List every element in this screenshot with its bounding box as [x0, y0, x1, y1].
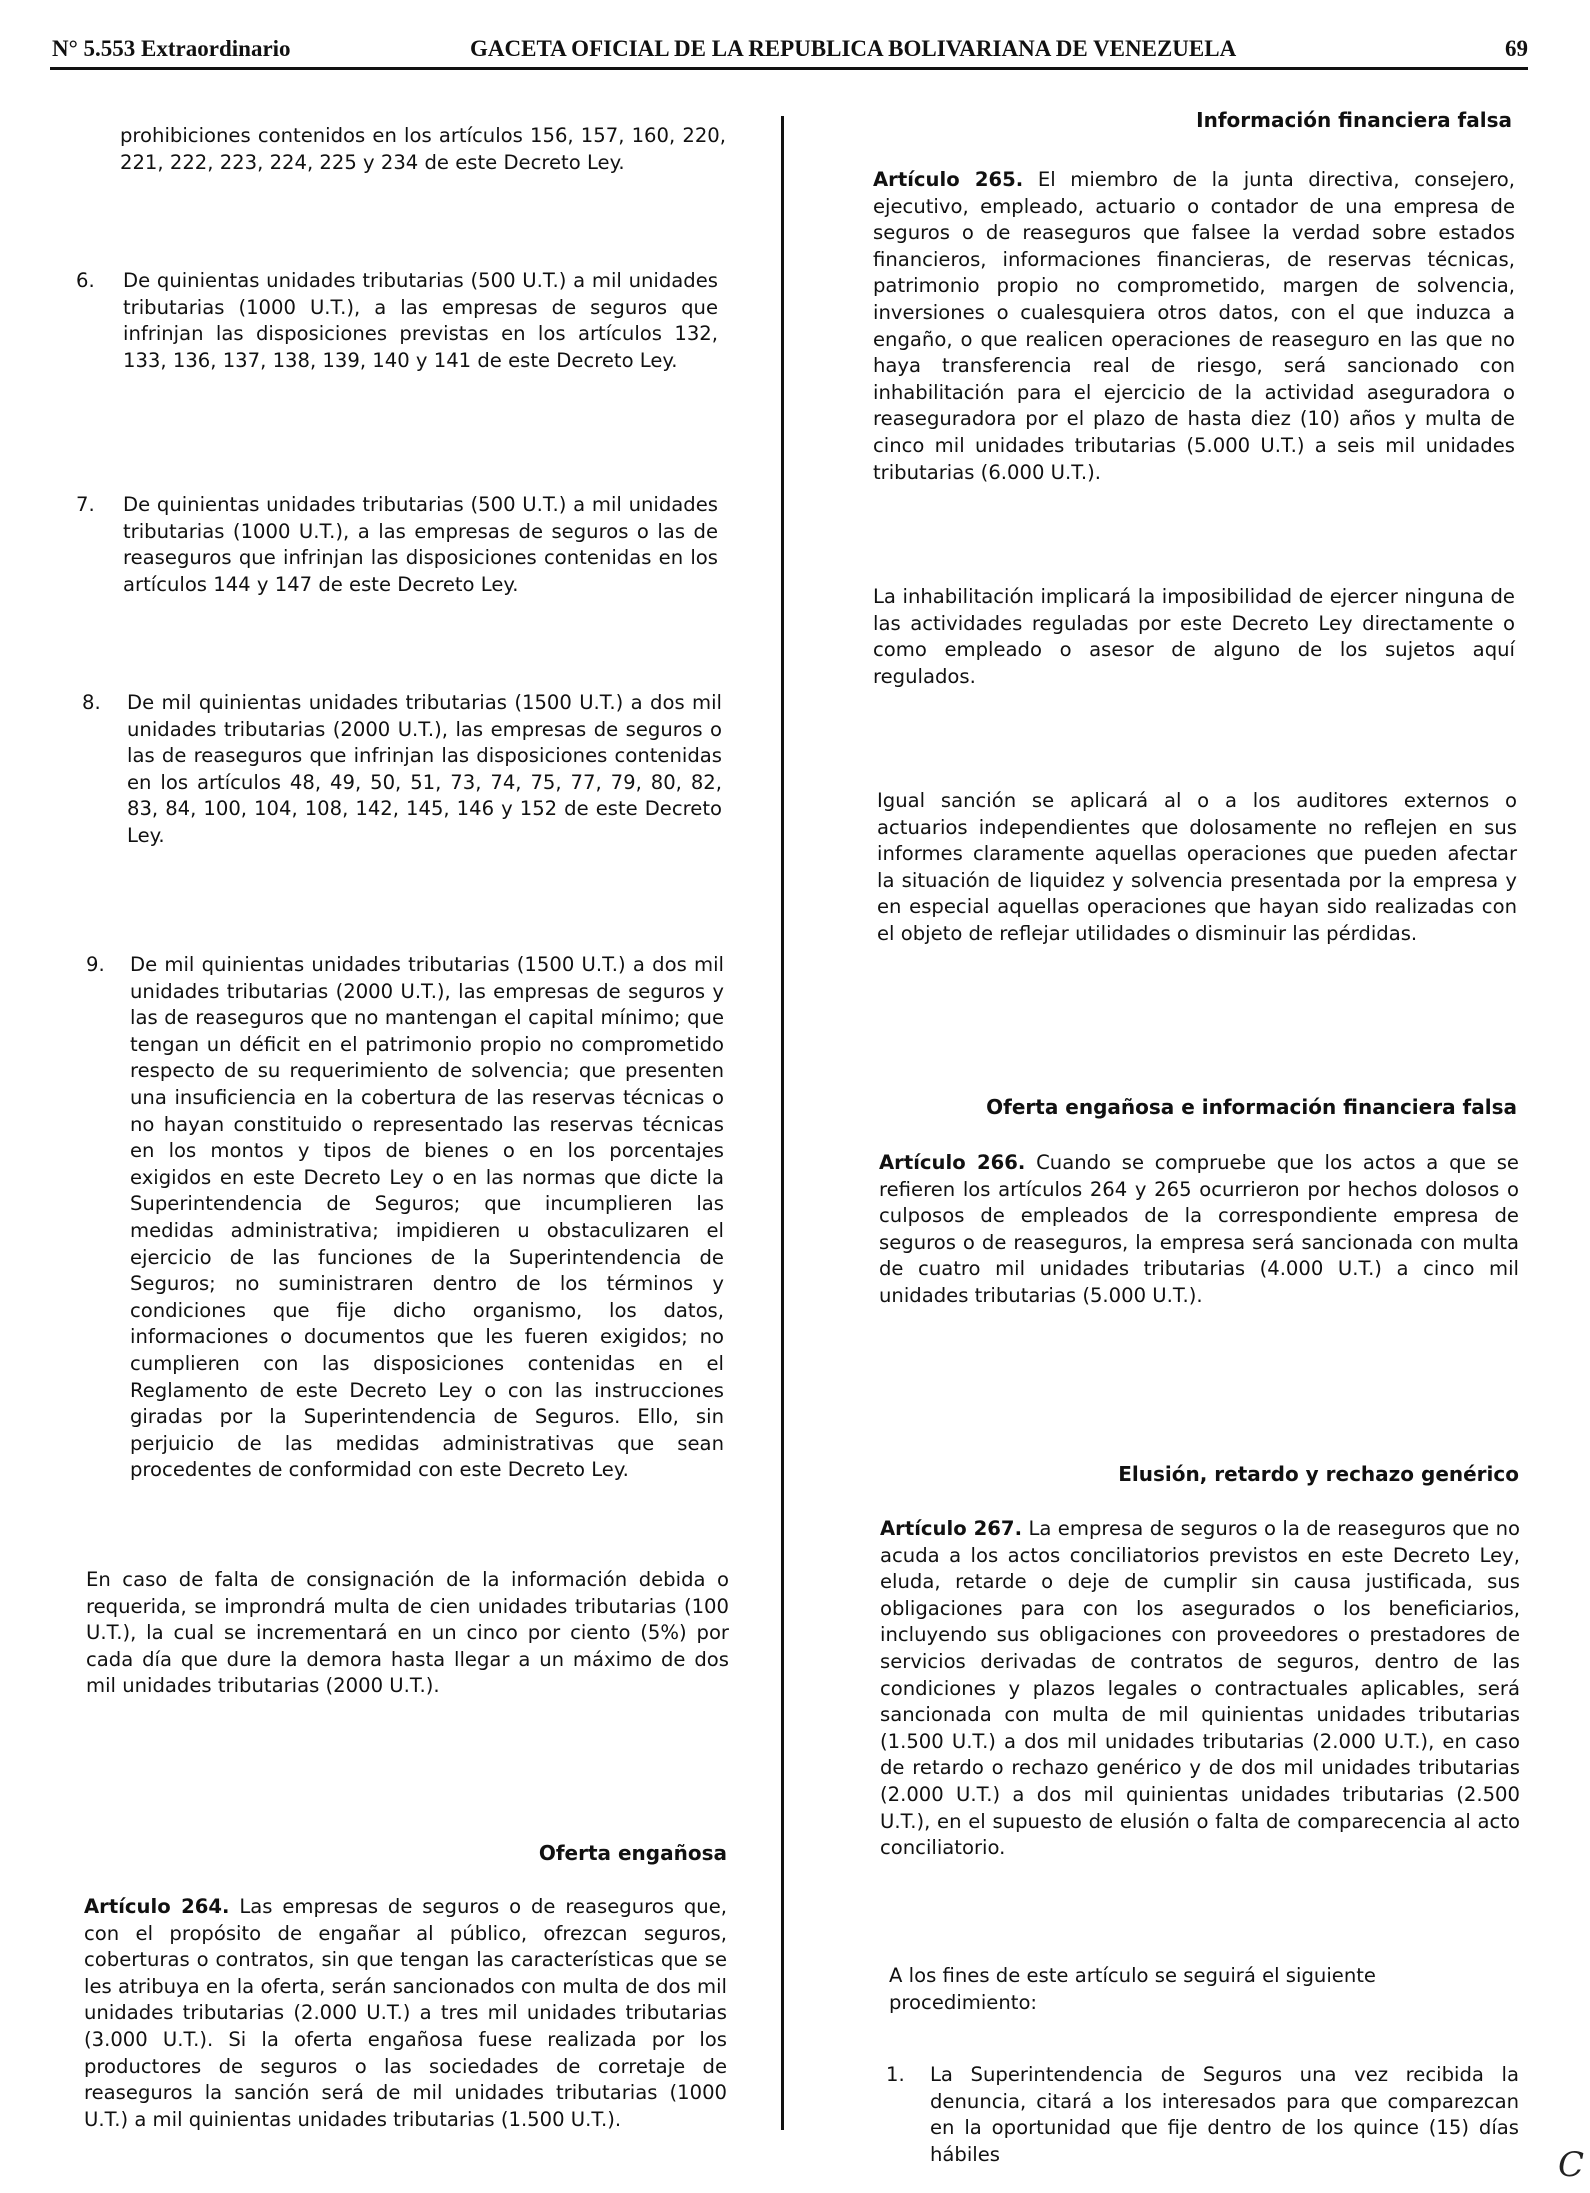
list-item-number: 1. — [886, 2063, 905, 2086]
article-265-label: Artículo 265. — [873, 168, 1024, 191]
gazette-title: GACETA OFICIAL DE LA REPUBLICA BOLIVARIANA DE VENEZUELA — [470, 36, 1237, 61]
page-header — [52, 34, 1528, 66]
article-265-text: El miembro de la junta directiva, consejero, ejecutivo, empleado, actuario o contador de una empresa de seguros o de reaseguros que falsee la verdad sobre estados financieros, informaciones financieras, de reservas técnicas, patrimonio propio no comprometido, margen de solvencia, inversiones o cualesquiera otros datos, con el que induzca a engaño, o que realicen operaciones de reaseguro en las que no haya transferencia real de riesgo, será sancionado con inhabilitación para el ejercicio de la actividad aseguradora o reaseguradora por el plazo de hasta diez (10) años y multa de cinco mil unidades tributarias (5.000 U.T.) a seis mil unidades tributarias (6.000 U.T.). — [873, 168, 1515, 484]
list-item-text: De mil quinientas unidades tributarias (1500 U.T.) a dos mil unidades tributarias (2000 U.T.), las empresas de seguros y las de reaseguros que no mantengan el capital mínimo; que tengan un déficit en el patrimonio propio no comprometido respecto de su requerimiento de solvencia; que presenten una insuficiencia en la cobertura de las reservas técnicas o no hayan constituido o representado las reservas técnicas en los montos y tipos de bienes o en los porcentajes exigidos en este Decreto Ley o en las normas que dicte la Superintendencia de Seguros; que incumplieren las medidas administrativa; impidieren u obstaculizaren el ejercicio de las funciones de la Superintendencia de Seguros; no suministraren dentro de los términos y condiciones que fije dicho organismo, los datos, informaciones o documentos que les fueren exigidos; no cumplieren con las disposiciones contenidas en el Reglamento de este Decreto Ley o con las instrucciones giradas por la Superintendencia de Seguros. Ello, sin perjuicio de las medidas administrativas que sean procedentes de conformidad con este Decreto Ley. — [130, 953, 724, 1482]
paragraph-inhabilitacion: La inhabilitación implicará la imposibilidad de ejercer ninguna de las actividades reguladas por este Decreto Ley directamente o como empleado o asesor de alguno de los sujetos aquí regulados. — [873, 585, 1515, 688]
article-266 — [879, 1150, 1519, 1310]
intro-paragraph: prohibiciones contenidos en los artículos 156, 157, 160, 220, 221, 222, 223, 224, 225 y 234 de este Decreto Ley. — [120, 124, 726, 174]
article-264 — [84, 1894, 727, 2133]
list-item-number: 6. — [76, 269, 95, 292]
article-264-label: Artículo 264. — [84, 1895, 230, 1918]
list-item-text: De quinientas unidades tributarias (500 U.T.) a mil unidades tributarias (1000 U.T.), a las empresas de seguros que infrinjan las disposiciones previstas en los artículos 132, 133, 136, 137, 138, 139, 140 y 141 de este Decreto Ley. — [123, 269, 718, 372]
section-heading: Oferta engañosa — [538, 1841, 727, 1865]
margin-mark: C — [1557, 2145, 1584, 2185]
article-267-label: Artículo 267. — [880, 1517, 1023, 1540]
paragraph-falta: En caso de falta de consignación de la información debida o requerida, se improndrá multa de cien unidades tributarias (100 U.T.), la cual se incrementará en un cinco por ciento (5%) por cada día que dure la demora hasta llegar a un máximo de dos mil unidades tributarias (2000 U.T.). — [86, 1568, 729, 1698]
article-266-label: Artículo 266. — [879, 1151, 1026, 1174]
article-266-text: Cuando se compruebe que los actos a que se refieren los artículos 264 y 265 ocurrieron por hechos dolosos o culposos de empleados de la correspondiente empresa de seguros o de reaseguros, la empresa será sancionada con multa de cuatro mil unidades tributarias (4.000 U.T.) a cinco mil unidades tributarias (5.000 U.T.). — [879, 1151, 1519, 1307]
list-item-text: De mil quinientas unidades tributarias (1500 U.T.) a dos mil unidades tributarias (2000 U.T.), las empresas de seguros o las de reaseguros que infrinjan las disposiciones contenidas en los artículos 48, 49, 50, 51, 73, 74, 75, 77, 79, 80, 82, 83, 84, 100, 104, 108, 142, 145, 146 y 152 de este Decreto Ley. — [127, 691, 722, 847]
article-267 — [880, 1516, 1520, 1862]
article-267-text: La empresa de seguros o la de reaseguros que no acuda a los actos conciliatorios previstos en este Decreto Ley, eluda, retarde o deje de cumplir sin causa justificada, sus obligaciones para con los asegurados o los beneficiarios, incluyendo sus obligaciones con proveedores o prestadores de servicios derivadas de contratos de seguros, dentro de las condiciones y plazos legales o contractuales aplicables, será sancionada con multa de mil quinientas unidades tributarias (1.500 U.T.) a dos mil unidades tributarias (2.000 U.T.), en caso de retardo o rechazo genérico y de dos mil unidades tributarias (2.000 U.T.) a dos mil quinientas unidades tributarias (2.500 U.T.), en el supuesto de elusión o falta de comparecencia al acto conciliatorio. — [880, 1517, 1520, 1860]
article-264-text: Las empresas de seguros o de reaseguros que, con el propósito de engañar al público, ofrezcan seguros, coberturas o contratos, sin que tengan las características que se les atribuya en la oferta, serán sancionados con multa de dos mil unidades tributarias (2.000 U.T.) a tres mil unidades tributarias (3.000 U.T.). Si la oferta engañosa fuese realizada por los productores de seguros o las sociedades de corretaje de reaseguros la sanción será de mil unidades tributarias (1000 U.T.) a mil quinientas unidades tributarias (1.500 U.T.). — [84, 1895, 727, 2131]
header-rule — [50, 67, 1528, 70]
paragraph-igual-sancion: Igual sanción se aplicará al o a los auditores externos o actuarios independientes que dolosamente no reflejen en sus informes claramente aquellas operaciones que pueden afectar la situación de liquidez y solvencia presentada por la empresa y en especial aquellas operaciones que hayan sido realizadas con el objeto de reflejar utilidades o disminuir las pérdidas. — [877, 789, 1517, 945]
section-heading: Oferta engañosa e información financiera falsa — [986, 1095, 1517, 1119]
paragraph-procedimiento: A los fines de este artículo se seguirá el siguiente procedimiento: — [889, 1964, 1376, 2014]
article-265 — [873, 167, 1515, 486]
list-item-number: 8. — [82, 691, 101, 714]
issue-number: N° 5.553 Extraordinario — [52, 36, 291, 61]
list-item-text: La Superintendencia de Seguros una vez recibida la denuncia, citará a los interesados para que comparezcan en la oportunidad que fije dentro de los quince (15) días hábiles — [930, 2063, 1519, 2166]
list-item-number: 7. — [76, 493, 95, 516]
page-number: 69 — [1505, 36, 1528, 61]
section-heading: Información financiera falsa — [1196, 108, 1512, 132]
column-divider — [781, 116, 784, 2130]
section-heading: Elusión, retardo y rechazo genérico — [1118, 1462, 1519, 1486]
list-item-number: 9. — [86, 953, 105, 976]
list-item-text: De quinientas unidades tributarias (500 U.T.) a mil unidades tributarias (1000 U.T.), a las empresas de seguros o las de reaseguros que infrinjan las disposiciones contenidas en los artículos 144 y 147 de este Decreto Ley. — [123, 493, 718, 596]
